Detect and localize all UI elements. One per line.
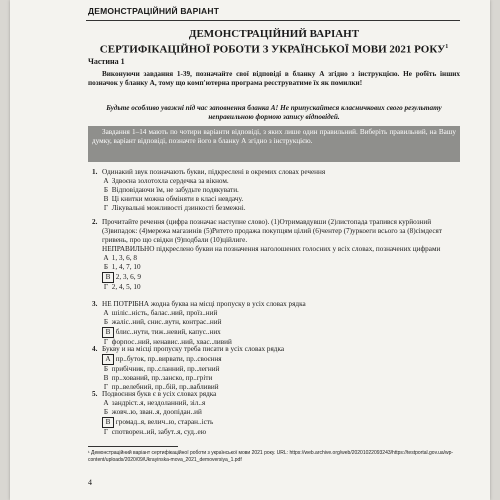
task-instructions-box: Завдання 1–14 мають по чотири варіанти відповіді, з яких лише один правильний. Виберіть правильний, на Вашу думку, варіант відповіді, позначте його в бланку А згідно з інструкцією. bbox=[88, 126, 460, 162]
option-letter: А bbox=[103, 254, 109, 262]
option-text: спотворен..ий, забут..я, суд..ею bbox=[111, 428, 207, 436]
instructions-italic: Будьте особливо уважні під час заповнення бланка А! Не припускайтеся класничкових свого результату неправильною формою запису відповідей. bbox=[106, 104, 442, 121]
page-number: 4 bbox=[88, 478, 92, 487]
answer-option bbox=[102, 309, 460, 318]
option-text: блис..нути, тиж..невий, капус..них bbox=[115, 328, 221, 336]
option-text: форпос..ний, ненавис..ний, хвас..ливий bbox=[111, 338, 232, 346]
question-text: Подвоєння букв є в усіх словах рядка bbox=[102, 390, 217, 398]
question-text: Одинакий звук позначають букви, підкреслені в окремих словах речення bbox=[102, 168, 326, 176]
answer-option bbox=[102, 177, 460, 186]
footnote-mark: 1 bbox=[445, 44, 449, 50]
answer-option bbox=[102, 245, 460, 254]
option-letter: Г bbox=[103, 283, 109, 291]
answer-option bbox=[102, 408, 460, 417]
answer-option bbox=[102, 354, 460, 365]
answer-option bbox=[102, 399, 460, 408]
answer-option bbox=[102, 417, 460, 428]
option-text: зандріст..я, нездоланний, зіл..я bbox=[111, 399, 206, 407]
option-letter: В bbox=[102, 327, 114, 338]
answer-option bbox=[102, 204, 460, 213]
option-text: Лікувальні можливості дзинкості безмежні. bbox=[111, 204, 246, 212]
page-title bbox=[88, 28, 460, 57]
question-number: 5. bbox=[92, 390, 98, 398]
answer-option bbox=[102, 374, 460, 383]
option-letter: В bbox=[102, 272, 114, 283]
answer-option bbox=[102, 365, 460, 374]
option-letter: В bbox=[103, 195, 109, 203]
option-letter: А bbox=[103, 177, 109, 185]
answer-option bbox=[102, 195, 460, 204]
title-line-1: ДЕМОНСТРАЦІЙНИЙ ВАРІАНТ bbox=[188, 28, 360, 40]
answer-option bbox=[102, 186, 460, 195]
answer-option bbox=[102, 283, 460, 292]
header-rule bbox=[86, 20, 460, 21]
option-letter: В bbox=[103, 374, 109, 382]
document-page bbox=[10, 0, 490, 500]
answer-option bbox=[102, 254, 460, 263]
question-1 bbox=[92, 168, 460, 213]
option-text: шіліс..ність, балас..ний, проїз..ний bbox=[111, 309, 218, 317]
option-letter: Г bbox=[103, 428, 109, 436]
option-text: НЕПРАВИЛЬНО підкреслено букви на позначення наголошених голосних у всіх словах, позначених цифрами bbox=[102, 245, 441, 253]
question-2 bbox=[92, 218, 460, 292]
option-letter: В bbox=[102, 417, 114, 428]
option-letter: Б bbox=[103, 365, 109, 373]
option-text: 2, 3, 6, 9 bbox=[115, 273, 141, 281]
option-letter: Г bbox=[103, 338, 109, 346]
option-letter: Г bbox=[103, 204, 109, 212]
option-text: прибічник, пр..сланний, пр..легний bbox=[111, 365, 220, 373]
answer-option bbox=[102, 327, 460, 338]
answer-option bbox=[102, 263, 460, 272]
option-letter: Б bbox=[103, 186, 109, 194]
option-letter: Г bbox=[103, 383, 109, 391]
option-letter: А bbox=[103, 399, 109, 407]
instructions: Виконуючи завдання 1-39, позначайте свої відповіді в бланку А згідно з інструкцією. Не робіть інших позначок у бланку А, тому що комп'ютерна програма реєструватиме їх як помилки! bbox=[88, 70, 460, 87]
option-letter: Б bbox=[103, 263, 109, 271]
option-text: пр..хований, пр..занско, пр..гріти bbox=[111, 374, 213, 382]
option-letter: Б bbox=[103, 408, 109, 416]
question-number: 4. bbox=[92, 345, 98, 353]
option-text: 2, 4, 5, 10 bbox=[111, 283, 141, 291]
answer-option bbox=[102, 272, 460, 283]
option-letter: А bbox=[102, 354, 114, 365]
question-number: 3. bbox=[92, 300, 98, 308]
part-label: Частина 1 bbox=[88, 57, 125, 66]
option-text: пр..буток, пр..вирвати, пр..своєння bbox=[115, 355, 222, 363]
option-letter: Б bbox=[103, 318, 109, 326]
question-3 bbox=[92, 300, 460, 347]
option-text: 1, 3, 6, 8 bbox=[111, 254, 137, 262]
question-number: 2. bbox=[92, 218, 98, 226]
question-text: НЕ ПОТРІБНА жодна буква на місці пропуску в усіх словах рядка bbox=[102, 300, 306, 308]
option-text: Здвоєна золотохла сердечка за вікном. bbox=[111, 177, 229, 185]
option-text: жовч..ю, зван..я, доопідан..ий bbox=[111, 408, 202, 416]
footnote: ¹ Демонстраційний варіант сертифікаційної роботи з української мови 2021 року. URL: https://web.archive.org/web/20201022093243/https://testportal.gov.ua/wp-content/uploads/2020/09/Ukrayinska-mova_2021_demoversiya_1.pdf bbox=[88, 450, 454, 463]
option-text: 1, 4, 7, 10 bbox=[111, 263, 141, 271]
option-text: жаліс..ний, снис..вутн, контрас..ний bbox=[111, 318, 222, 326]
question-number: 1. bbox=[92, 168, 98, 176]
title-line-2: СЕРТИФІКАЦІЙНОЇ РОБОТИ З УКРАЇНСЬКОЇ МОВИ 2021 РОКУ$^1$ bbox=[99, 43, 449, 56]
question-5 bbox=[92, 390, 460, 437]
question-text: Прочитайте речення (цифра позначає наступне слово). (1)Отримавдувши (2)листопада трапився курйозний (3)випадок: (4)мережа магазинів (5)Ритето продажа покупцям цілий (6)чентер (7)уркоеги всього за (8)сімдесят гривень, про що свідки (9)подбали (10)ційлиге. bbox=[102, 218, 442, 244]
option-text: пр..велебний, пр..бій, пр..вабливий bbox=[111, 383, 219, 391]
option-text: громад..я, велич..ю, старан..ість bbox=[115, 418, 214, 426]
question-text: Букву и на місці пропуску треба писати в усіх словах рядка bbox=[102, 345, 285, 353]
option-letter: А bbox=[103, 309, 109, 317]
answer-option bbox=[102, 428, 460, 437]
running-head: ДЕМОНСТРАЦІЙНИЙ ВАРІАНТ bbox=[88, 6, 220, 16]
question-4 bbox=[92, 345, 460, 392]
option-text: Відповідаючи їм, не забудьте подякувати. bbox=[111, 186, 239, 194]
option-text: Ці книтки можна обміняти в класі невдачу. bbox=[111, 195, 244, 203]
answer-option bbox=[102, 318, 460, 327]
footnote-rule bbox=[88, 446, 178, 447]
